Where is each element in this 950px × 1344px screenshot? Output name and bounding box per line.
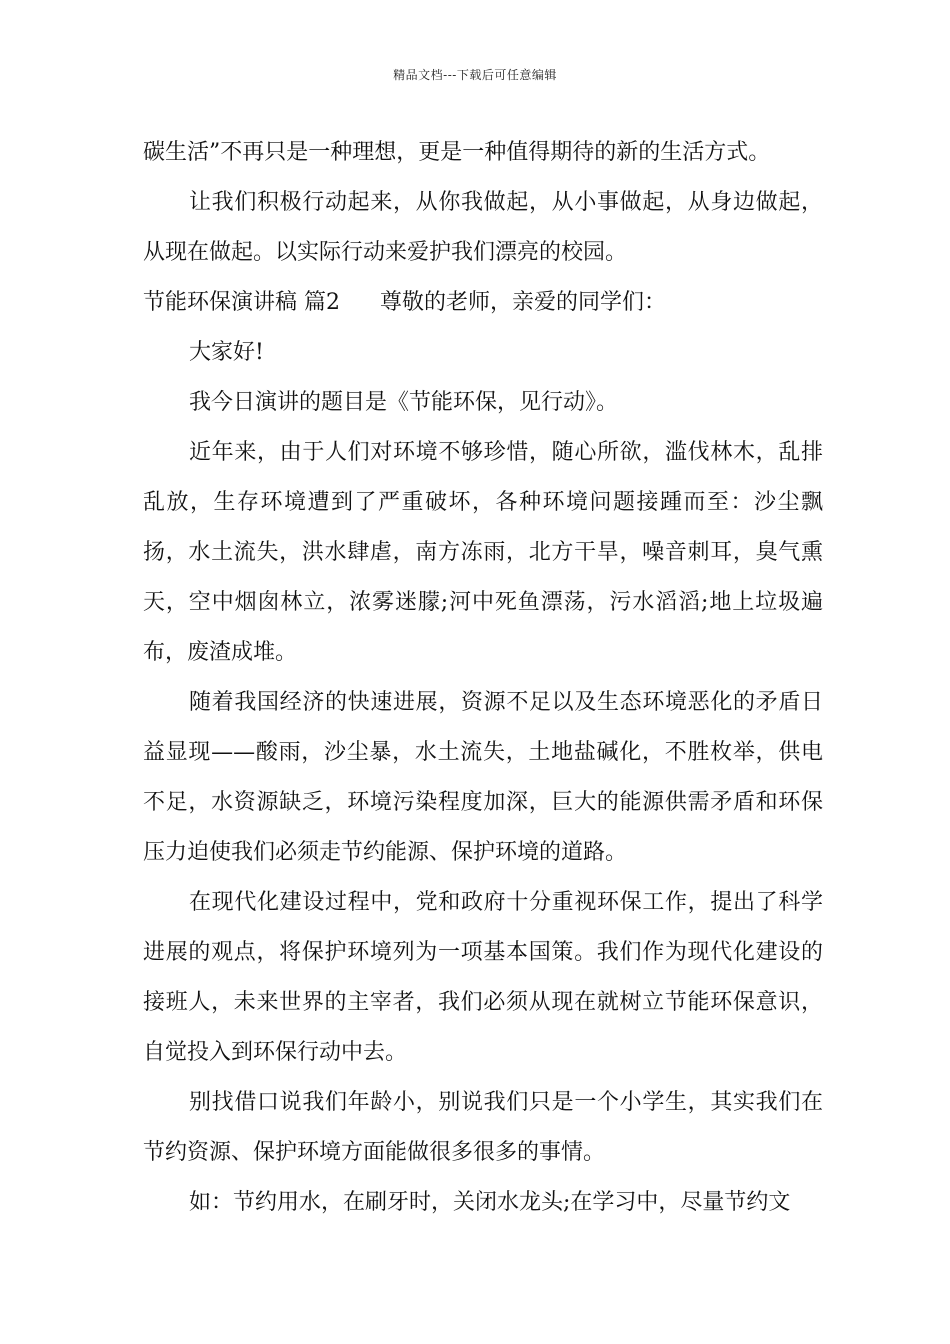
paragraph-examples: 如：节约用水，在刷牙时，关闭水龙头;在学习中，尽量节约文 <box>189 1190 791 1215</box>
paragraph-topic: 我今日演讲的题目是《节能环保，见行动》。 <box>189 390 619 415</box>
paragraph-government-policy: 在现代化建设过程中，党和政府十分重视环保工作，提出了科学进展的观点，将保护环境列为一项基本国策。我们作为现代化建设的接班人，未来世界的主宰者，我们必须从现在就树立节能环保意识，自觉投入到环保行动中去。 <box>143 890 823 1065</box>
paragraph-students-can-help: 别找借口说我们年龄小，别说我们只是一个小学生，其实我们在节约资源、保护环境方面能做很多很多的事情。 <box>143 1090 823 1165</box>
speech-heading <box>143 278 823 328</box>
speech-title: 节能环保演讲稿 篇2 <box>143 290 340 315</box>
paragraph-economy-resources: 随着我国经济的快速进展，资源不足以及生态环境恶化的矛盾日益显现——酸雨，沙尘暴，水土流失，土地盐碱化，不胜枚举，供电不足，水资源缺乏，环境污染程度加深，巨大的能源供需矛盾和环保压力迫使我们必须走节约能源、保护环境的道路。 <box>143 690 823 865</box>
document-body <box>143 128 823 1228</box>
paragraph-hello: 大家好! <box>189 340 264 365</box>
page-header: 精品文档---下载后可任意编辑 <box>393 68 557 82</box>
paragraph-environment-problems: 近年来，由于人们对环境不够珍惜，随心所欲，滥伐林木，乱排乱放，生存环境遭到了严重破坏，各种环境问题接踵而至：沙尘飘扬，水土流失，洪水肆虐，南方冻雨，北方干旱，噪音刺耳，臭气熏天，空中烟囱林立，浓雾迷朦;河中死鱼漂荡，污水滔滔;地上垃圾遍布，废渣成堆。 <box>143 440 823 665</box>
paragraph-call-to-action: 让我们积极行动起来，从你我做起，从小事做起，从身边做起，从现在做起。以实际行动来爱护我们漂亮的校园。 <box>143 190 823 265</box>
paragraph-continuation: 碳生活”不再只是一种理想，更是一种值得期待的新的生活方式。 <box>143 140 771 165</box>
speech-greeting: 尊敬的老师，亲爱的同学们： <box>380 290 667 315</box>
